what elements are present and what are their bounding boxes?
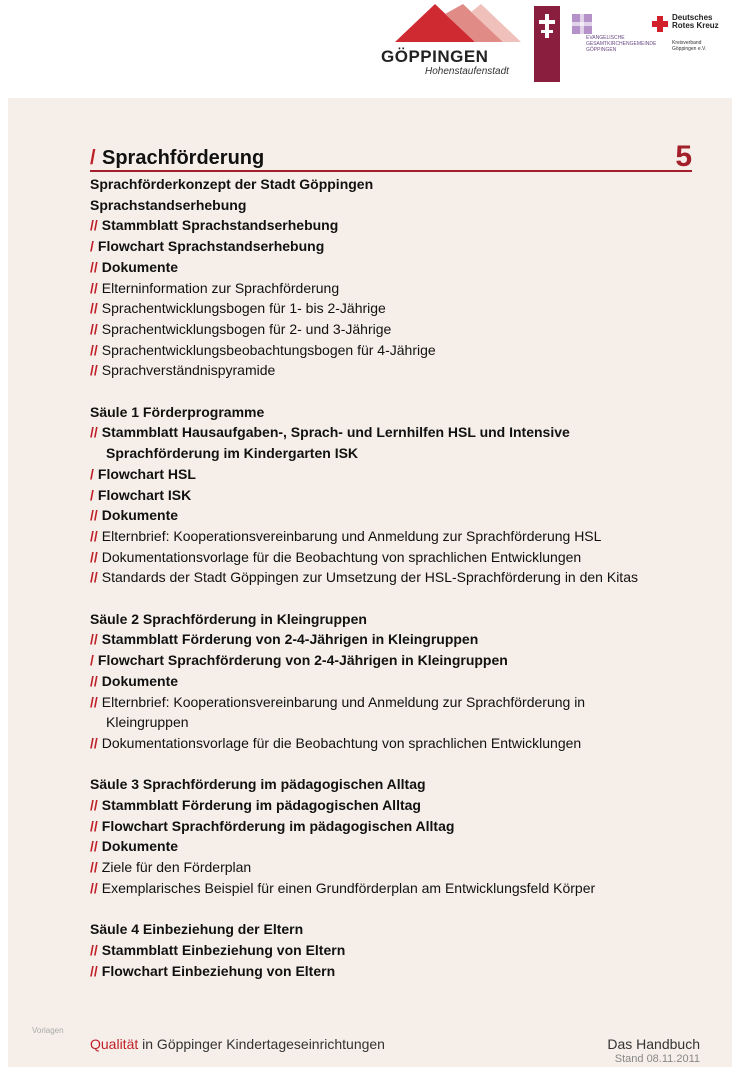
list-item	[90, 278, 710, 299]
list-item	[90, 795, 710, 816]
list-item	[90, 609, 710, 630]
slash-marker: //	[90, 797, 98, 814]
slash-marker: //	[90, 341, 98, 358]
evangelische-text: EVANGELISCHE GESAMTKIRCHENGEMEINDE GÖPPINGEN	[586, 35, 657, 53]
list-item-text: Sprachentwicklungsbogen für 2- und 3-Jährige	[101, 320, 392, 337]
header	[0, 0, 740, 100]
drk-subtitle: Kreisverband Göppingen e.V.	[672, 40, 707, 52]
list-item	[90, 816, 710, 837]
drk-name: Deutsches Rotes Kreuz	[672, 13, 719, 30]
list-item-text: Säule 4 Einbeziehung der Eltern	[90, 921, 304, 938]
list-item	[90, 857, 710, 878]
list-item	[90, 215, 710, 236]
list-item-text: Sprachstandserhebung	[90, 196, 247, 213]
list-item-text: Säule 3 Sprachförderung im pädagogischen Alltag	[90, 776, 426, 793]
list-item	[90, 319, 710, 340]
footer-quality	[90, 1036, 385, 1052]
list-item	[90, 671, 710, 692]
list-item	[90, 733, 710, 754]
list-item	[90, 650, 710, 671]
footer-date: Stand 08.11.2011	[614, 1053, 700, 1065]
slash-marker: //	[90, 424, 98, 441]
slash-marker: //	[90, 734, 98, 751]
slash-marker: /	[90, 652, 94, 669]
slash-marker: //	[90, 258, 98, 275]
list-item	[90, 567, 710, 588]
quality-rest: in Göppinger Kindertageseinrichtungen	[138, 1036, 385, 1052]
slash-marker: //	[90, 859, 98, 876]
list-item-text: Standards der Stadt Göppingen zur Umsetzung der HSL-Sprachförderung in den Kitas	[101, 569, 638, 586]
spacer	[90, 899, 710, 920]
list-item-text: Sprachverständnispyramide	[101, 362, 276, 379]
quality-word: Qualität	[90, 1036, 139, 1052]
list-item-text: Stammblatt Förderung im pädagogischen Alltag	[101, 797, 421, 814]
footer-handbook: Das Handbuch	[607, 1036, 700, 1052]
list-item-text: Dokumente	[101, 258, 179, 275]
spacer	[90, 381, 710, 402]
list-item	[90, 629, 710, 650]
title-slash: /	[90, 147, 96, 169]
slash-marker: //	[90, 962, 98, 979]
list-item	[90, 298, 710, 319]
chapter-number: 5	[675, 140, 692, 173]
list-item	[90, 422, 710, 443]
list-item	[90, 919, 710, 940]
list-item-text: Sprachentwicklungsbogen für 1- bis 2-Jährige	[101, 300, 386, 317]
slash-marker: //	[90, 569, 98, 586]
list-item-text: Flowchart ISK	[97, 486, 192, 503]
goeppingen-logo	[375, 4, 525, 84]
slash-marker: /	[90, 465, 94, 482]
slash-marker: //	[90, 300, 98, 317]
list-item	[90, 402, 710, 423]
slash-marker: //	[90, 693, 98, 710]
list-item-text: Flowchart HSL	[97, 465, 196, 482]
list-item	[90, 774, 710, 795]
page-title: Sprachförderung	[102, 147, 265, 169]
section-title	[90, 140, 692, 172]
list-item-text: Dokumente	[101, 672, 179, 689]
list-item	[90, 878, 710, 899]
list-item	[90, 505, 710, 526]
list-item	[90, 464, 710, 485]
document-content	[90, 174, 710, 981]
list-item-text: Elternbrief: Kooperationsvereinbarung und Anmeldung zur Sprachförderung HSL	[101, 527, 602, 544]
slash-marker: //	[90, 631, 98, 648]
list-item-text: Dokumentationsvorlage für die Beobachtung von sprachlichen Entwicklungen	[101, 734, 582, 751]
slash-marker: //	[90, 362, 98, 379]
list-item	[90, 692, 710, 713]
list-item-text: Flowchart Sprachförderung im pädagogischen Alltag	[101, 817, 455, 834]
list-item-text: Elternbrief: Kooperationsvereinbarung und Anmeldung zur Sprachförderung in	[101, 693, 586, 710]
slash-marker: //	[90, 838, 98, 855]
slash-marker: //	[90, 817, 98, 834]
list-item-text: Exemplarisches Beispiel für einen Grundförderplan am Entwicklungsfeld Körper	[101, 879, 596, 896]
spacer	[90, 588, 710, 609]
slash-marker: /	[90, 486, 94, 503]
city-subtitle: Hohenstaufenstadt	[425, 66, 509, 77]
goeppingen-triangles-icon	[375, 4, 525, 49]
list-item-text: Dokumente	[101, 838, 179, 855]
list-item	[90, 360, 710, 381]
slash-marker: //	[90, 217, 98, 234]
list-item	[90, 836, 710, 857]
spacer	[90, 754, 710, 775]
list-item	[90, 236, 710, 257]
city-name: GÖPPINGEN	[381, 47, 489, 66]
list-item-text: Stammblatt Förderung von 2-4-Jährigen in Kleingruppen	[101, 631, 479, 648]
list-item-text: Kleingruppen	[106, 714, 189, 731]
slash-marker: //	[90, 941, 98, 958]
list-item-text: Ziele für den Förderplan	[101, 859, 252, 876]
church-icon	[572, 14, 592, 34]
diakonie-logo	[534, 6, 560, 82]
list-item-text: Dokumente	[101, 507, 179, 524]
slash-marker: //	[90, 320, 98, 337]
list-item-text: Flowchart Einbeziehung von Eltern	[101, 962, 336, 979]
slash-marker: //	[90, 279, 98, 296]
list-item-text: Sprachförderung im Kindergarten ISK	[106, 445, 359, 462]
list-item-text: Elterninformation zur Sprachförderung	[101, 279, 340, 296]
list-item	[90, 195, 710, 216]
slash-marker: //	[90, 527, 98, 544]
list-item	[90, 340, 710, 361]
list-item-text: Flowchart Sprachförderung von 2-4-Jährigen in Kleingruppen	[97, 652, 508, 669]
footer	[8, 1018, 732, 1067]
list-item	[90, 526, 710, 547]
list-item-text: Sprachentwicklungsbeobachtungsbogen für 4-Jährige	[101, 341, 436, 358]
list-item	[90, 257, 710, 278]
list-item-text: Stammblatt Hausaufgaben-, Sprach- und Lernhilfen HSL und Intensive	[101, 424, 570, 441]
slash-marker: //	[90, 507, 98, 524]
list-item-text: Stammblatt Sprachstandserhebung	[101, 217, 339, 234]
list-item	[90, 485, 710, 506]
cross-icon	[534, 6, 560, 46]
list-item-text: Stammblatt Einbeziehung von Eltern	[101, 941, 346, 958]
slash-marker: //	[90, 548, 98, 565]
list-item	[90, 174, 710, 195]
red-cross-icon	[650, 14, 670, 34]
footer-vorlagen: Vorlagen	[32, 1026, 64, 1035]
list-item-text: Dokumentationsvorlage für die Beobachtung von sprachlichen Entwicklungen	[101, 548, 582, 565]
list-item	[90, 961, 710, 982]
list-item-text: Säule 1 Förderprogramme	[90, 403, 265, 420]
slash-marker: //	[90, 879, 98, 896]
list-item	[90, 712, 710, 733]
list-item	[90, 547, 710, 568]
list-item	[90, 443, 710, 464]
slash-marker: /	[90, 238, 94, 255]
list-item-text: Säule 2 Sprachförderung in Kleingruppen	[90, 610, 367, 627]
list-item-text: Flowchart Sprachstandserhebung	[97, 238, 325, 255]
slash-marker: //	[90, 672, 98, 689]
list-item-text: Sprachförderkonzept der Stadt Göppingen	[90, 176, 374, 192]
list-item	[90, 940, 710, 961]
